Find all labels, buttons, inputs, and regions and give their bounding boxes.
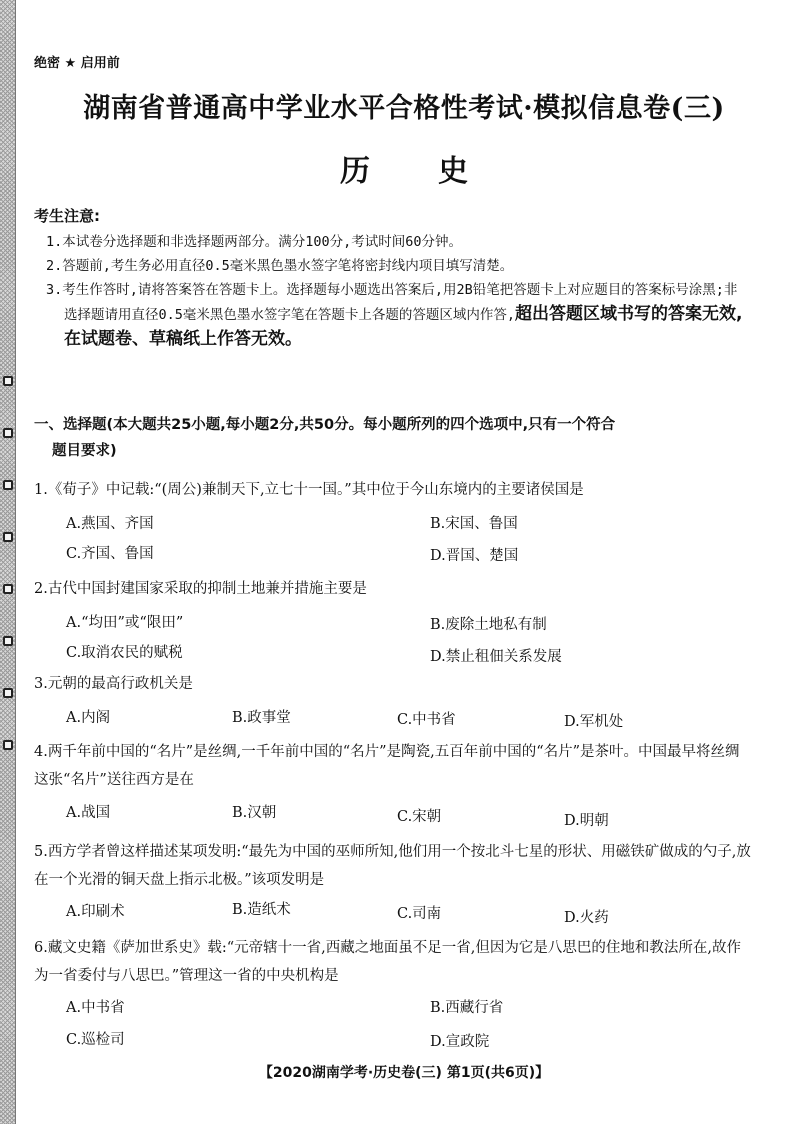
question-2-option-c: C.取消农民的赋税: [66, 645, 183, 661]
question-5-option-b: B.造纸术: [232, 902, 291, 918]
question-5-stem: 5.西方学者曾这样描述某项发明:“最先为中国的巫师所知,他们用一个按北斗七星的形状、用磁铁矿做成的勺子,放在一个光滑的铜天盘上指示北极。”该项发明是: [34, 844, 751, 888]
question-4-option-d: D.明朝: [564, 813, 609, 829]
binding-mark: [3, 636, 13, 646]
section-heading-line2: 题目要求): [52, 443, 117, 459]
question-5-option-c: C.司南: [397, 906, 442, 922]
notice-item-3-emphasis: 超出答题区域书写的答案无效,在试题卷、草稿纸上作答无效。: [64, 304, 743, 349]
notice-heading: 考生注意:: [34, 207, 100, 225]
question-5-option-d: D.火药: [564, 910, 609, 926]
question-1-option-b: B.宋国、鲁国: [430, 516, 518, 532]
section-heading-line1: 一、选择题(本大题共25小题,每小题2分,共50分。每小题所列的四个选项中,只有一个符合: [34, 417, 616, 433]
binding-mark: [3, 480, 13, 490]
question-2-option-a: A.“均田”或“限田”: [66, 615, 184, 631]
question-3-option-d: D.军机处: [564, 714, 624, 730]
question-6-option-b: B.西藏行省: [430, 1000, 504, 1016]
binding-strip: [0, 0, 16, 1124]
question-1-option-d: D.晋国、楚国: [430, 548, 519, 564]
question-6-option-a: A.中书省: [66, 1000, 125, 1016]
notice-item-3-text: 3.考生作答时,请将答案答在答题卡上。选择题每小题选出答案后,用2B铅笔把答题卡上对应题目的答案标号涂黑;非选择题请用直径0.5毫米黑色墨水签字笔在答题卡上各题的答题区域内作答,: [46, 282, 738, 323]
question-3-option-b: B.政事堂: [232, 710, 291, 726]
question-6-option-c: C.巡检司: [66, 1032, 125, 1048]
exam-title: 湖南省普通高中学业水平合格性考试·模拟信息卷(三): [83, 93, 725, 124]
question-6-option-d: D.宣政院: [430, 1034, 490, 1050]
binding-mark: [3, 428, 13, 438]
subject-title: 历史: [340, 154, 536, 189]
question-5-option-a: A.印刷术: [66, 904, 125, 920]
confidential-label: 绝密 ★ 启用前: [34, 56, 120, 71]
notice-item-3: [46, 278, 746, 352]
question-2-option-b: B.废除土地私有制: [430, 617, 547, 633]
binding-mark: [3, 688, 13, 698]
section-heading: [34, 412, 734, 464]
question-4-option-c: C.宋朝: [397, 809, 442, 825]
notice-item-1: 1.本试卷分选择题和非选择题两部分。满分100分,考试时间60分钟。: [46, 234, 463, 250]
question-3-stem: 3.元朝的最高行政机关是: [34, 676, 193, 692]
exam-page: [32, 0, 776, 1124]
question-1-stem: 1.《荀子》中记载:“(周公)兼制天下,立七十一国。”其中位于今山东境内的主要诸侯国是: [34, 482, 584, 498]
question-2-option-d: D.禁止租佃关系发展: [430, 649, 562, 665]
question-6-stem: 6.藏文史籍《萨加世系史》载:“元帝辖十一省,西藏之地面虽不足一省,但因为它是八思巴的住地和教法所在,故作为一省委付与八思巴。”管理这一省的中央机构是: [34, 940, 741, 984]
question-1-option-c: C.齐国、鲁国: [66, 546, 154, 562]
question-3-option-c: C.中书省: [397, 712, 456, 728]
notice-item-2: 2.答题前,考生务必用直径0.5毫米黑色墨水签字笔将密封线内项目填写清楚。: [46, 258, 514, 274]
question-4-option-a: A.战国: [66, 805, 111, 821]
page-footer: 【2020湖南学考·历史卷(三) 第1页(共6页)】: [258, 1065, 550, 1081]
question-2-stem: 2.古代中国封建国家采取的抑制土地兼并措施主要是: [34, 581, 367, 597]
notice-block: [46, 230, 746, 352]
question-4-stem: 4.两千年前中国的“名片”是丝绸,一千年前中国的“名片”是陶瓷,五百年前中国的“名片”是茶叶。中国最早将丝绸这张“名片”送往西方是在: [34, 744, 740, 788]
question-1-option-a: A.燕国、齐国: [66, 516, 154, 532]
question-3-option-a: A.内阁: [66, 710, 111, 726]
binding-mark: [3, 376, 13, 386]
binding-mark: [3, 740, 13, 750]
binding-mark: [3, 532, 13, 542]
binding-mark: [3, 584, 13, 594]
question-4-option-b: B.汉朝: [232, 805, 277, 821]
